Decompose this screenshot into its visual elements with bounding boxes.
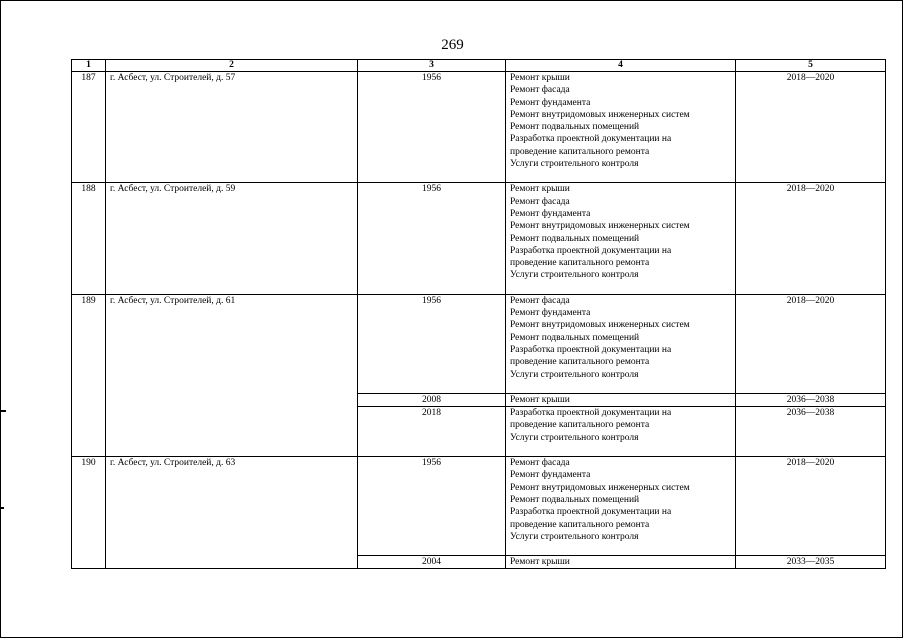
- work-item: Ремонт внутридомовых инженерных систем: [510, 320, 690, 331]
- work-item: Разработка проектной документации на: [510, 507, 672, 518]
- work-item: Разработка проектной документации на: [510, 344, 672, 355]
- works-list: [506, 72, 736, 183]
- work-item: проведение капитального ремонта: [510, 357, 650, 368]
- building-address: г. Асбест, ул. Строителей, д. 61: [106, 294, 358, 456]
- row-number: 189: [72, 294, 106, 456]
- work-item: Ремонт фундамента: [510, 208, 591, 219]
- works-list: [506, 294, 736, 393]
- column-header: 2: [106, 60, 358, 72]
- building-address: г. Асбест, ул. Строителей, д. 63: [106, 457, 358, 569]
- work-item: Ремонт крыши: [510, 557, 570, 568]
- repair-period: 2018—2020: [736, 457, 886, 556]
- table-row: [72, 457, 886, 556]
- work-item: Ремонт внутридомовых инженерных систем: [510, 109, 690, 120]
- column-header: 3: [358, 60, 506, 72]
- scan-mark: [0, 410, 6, 412]
- repair-period: 2036—2038: [736, 407, 886, 457]
- works-list: [506, 183, 736, 294]
- page-number: 269: [441, 37, 464, 53]
- work-item: проведение капитального ремонта: [510, 519, 650, 530]
- work-item: Услуги строительного контроля: [510, 159, 639, 170]
- work-item: Ремонт подвальных помещений: [510, 332, 640, 343]
- row-number: 188: [72, 183, 106, 294]
- build-year: 1956: [358, 457, 506, 556]
- work-item: Услуги строительного контроля: [510, 369, 639, 380]
- repair-period: 2033—2035: [736, 556, 886, 569]
- table-row: [72, 183, 886, 294]
- work-item: Ремонт фасада: [510, 85, 570, 96]
- work-item: проведение капитального ремонта: [510, 258, 650, 269]
- row-number: 190: [72, 457, 106, 569]
- work-item: Ремонт внутридомовых инженерных систем: [510, 482, 690, 493]
- work-item: Ремонт внутридомовых инженерных систем: [510, 221, 690, 232]
- work-item: Услуги строительного контроля: [510, 531, 639, 542]
- works-list: [506, 393, 736, 406]
- build-year: 1956: [358, 183, 506, 294]
- build-year: 1956: [358, 72, 506, 183]
- work-item: Ремонт фундамента: [510, 308, 591, 319]
- work-item: проведение капитального ремонта: [510, 420, 650, 431]
- table-row: [72, 72, 886, 183]
- scan-mark: [0, 507, 4, 509]
- work-item: Ремонт подвальных помещений: [510, 233, 640, 244]
- work-item: Ремонт фасада: [510, 196, 570, 207]
- column-header: 5: [736, 60, 886, 72]
- work-item: Ремонт фасада: [510, 295, 570, 306]
- repair-period: 2036—2038: [736, 393, 886, 406]
- work-item: Ремонт крыши: [510, 184, 570, 195]
- works-list: [506, 556, 736, 569]
- registry-table: [71, 59, 886, 569]
- header-row: [72, 60, 886, 72]
- work-item: проведение капитального ремонта: [510, 146, 650, 157]
- build-year: 1956: [358, 294, 506, 393]
- build-year: 2018: [358, 407, 506, 457]
- work-item: Ремонт крыши: [510, 73, 570, 83]
- works-list: [506, 407, 736, 457]
- build-year: 2004: [358, 556, 506, 569]
- row-spacer: [510, 444, 731, 456]
- building-address: г. Асбест, ул. Строителей, д. 59: [106, 183, 358, 294]
- work-item: Ремонт подвальных помещений: [510, 494, 640, 505]
- column-header: 4: [506, 60, 736, 72]
- row-number: 187: [72, 72, 106, 183]
- row-spacer: [510, 170, 731, 182]
- repair-period: 2018—2020: [736, 72, 886, 183]
- works-list: [506, 457, 736, 556]
- row-spacer: [510, 381, 731, 393]
- work-item: Ремонт крыши: [510, 394, 570, 405]
- build-year: 2008: [358, 393, 506, 406]
- work-item: Ремонт фундамента: [510, 97, 591, 108]
- repair-period: 2018—2020: [736, 294, 886, 393]
- work-item: Разработка проектной документации на: [510, 245, 672, 256]
- building-address: г. Асбест, ул. Строителей, д. 57: [106, 72, 358, 183]
- work-item: Услуги строительного контроля: [510, 270, 639, 281]
- work-item: Ремонт фундамента: [510, 470, 591, 481]
- work-item: Ремонт подвальных помещений: [510, 122, 640, 133]
- column-header: 1: [72, 60, 106, 72]
- row-spacer: [510, 543, 731, 555]
- row-spacer: [510, 282, 731, 294]
- table-row: [72, 294, 886, 393]
- work-item: Разработка проектной документации на: [510, 408, 672, 419]
- work-item: Ремонт фасада: [510, 458, 570, 469]
- work-item: Услуги строительного контроля: [510, 432, 639, 443]
- work-item: Разработка проектной документации на: [510, 134, 672, 145]
- repair-period: 2018—2020: [736, 183, 886, 294]
